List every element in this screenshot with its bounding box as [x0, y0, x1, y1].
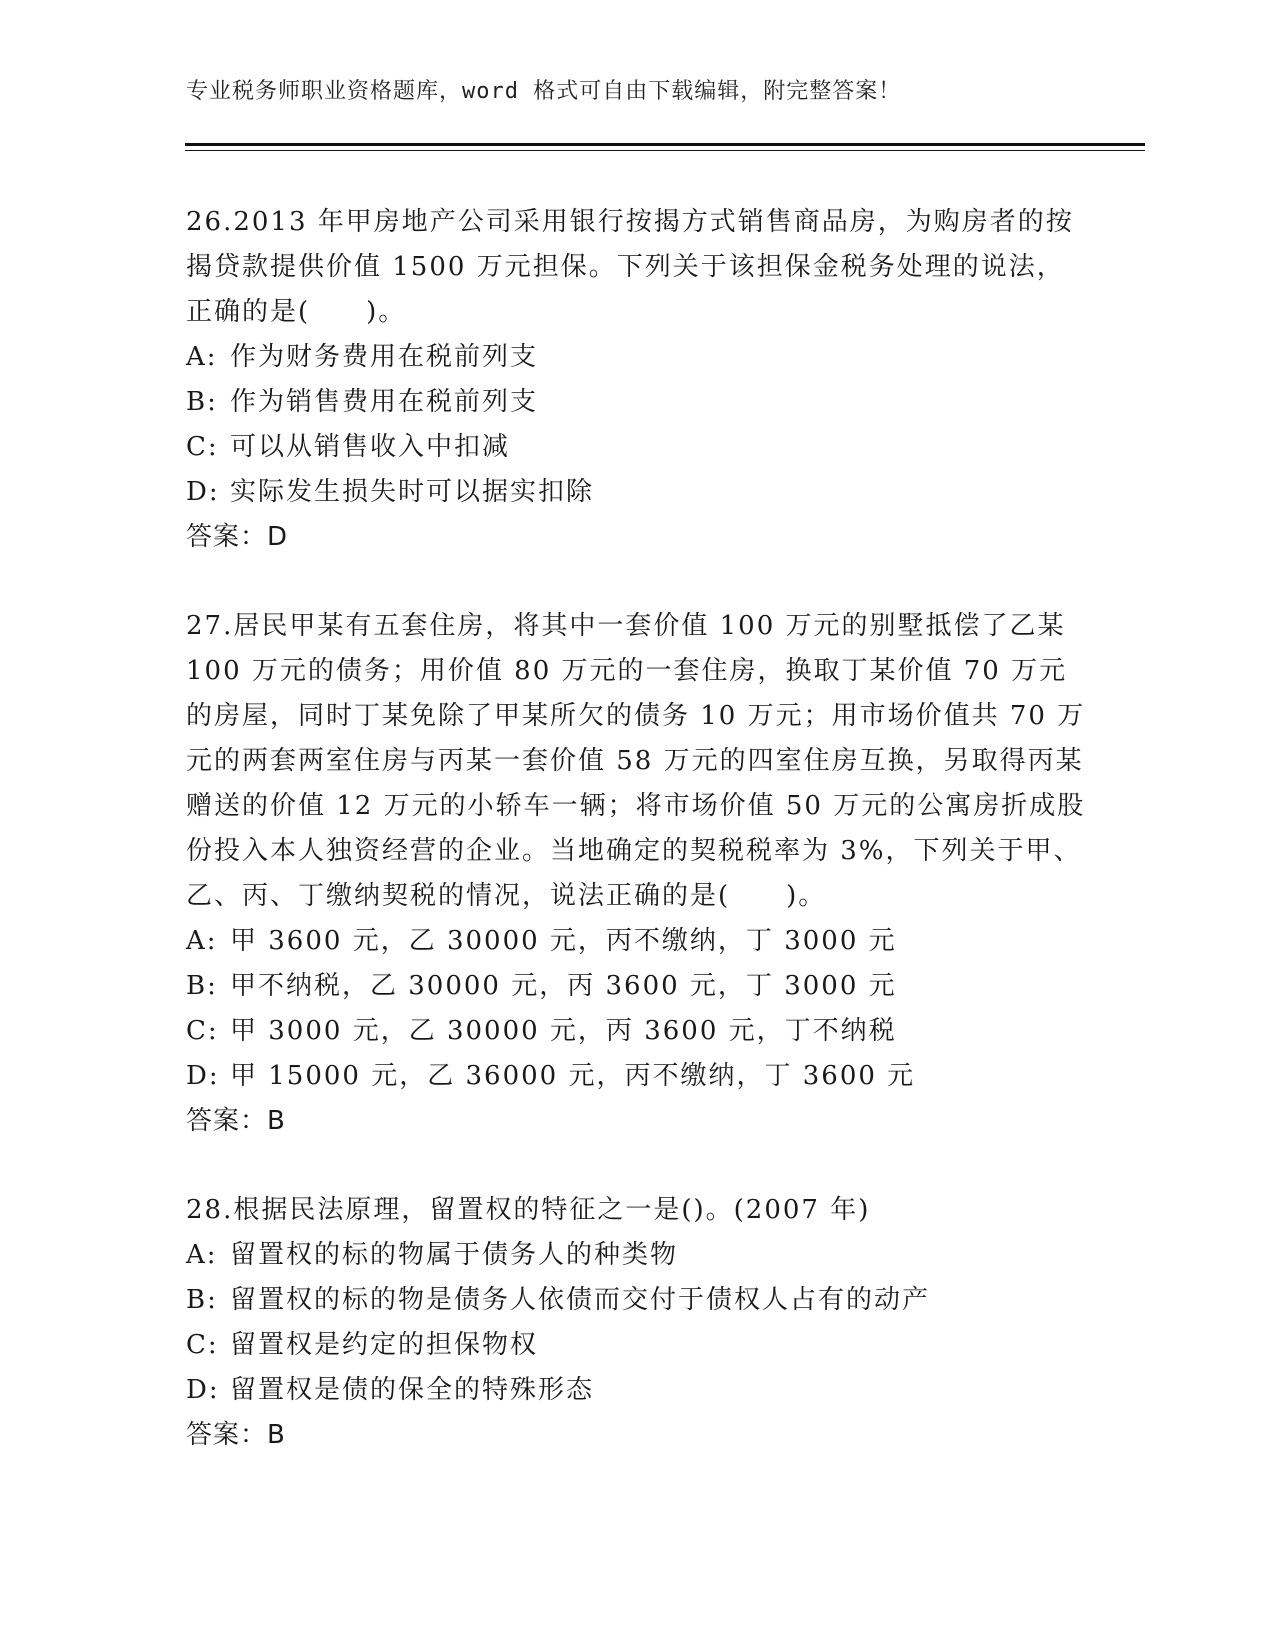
option-text: 甲 15000 元，乙 36000 元，丙不缴纳，丁 3600 元 — [230, 1061, 916, 1091]
question-stem: 26.2013 年甲房地产公司采用银行按揭方式销售商品房，为购房者的按揭贷款提供价值 1500 万元担保。下列关于该担保金税务处理的说法，正确的是( )。 — [186, 207, 1074, 327]
option-key: A: — [186, 926, 218, 956]
option-d — [186, 470, 1086, 515]
option-key: C: — [186, 432, 219, 462]
option-d — [186, 1368, 1086, 1413]
option-text: 甲 3600 元，乙 30000 元，丙不缴纳，丁 3000 元 — [230, 926, 897, 956]
option-c — [186, 1323, 1086, 1368]
option-key: D: — [186, 1375, 220, 1405]
option-key: D: — [186, 477, 220, 507]
option-text: 作为财务费用在税前列支 — [230, 342, 539, 372]
option-a — [186, 919, 1086, 964]
option-key: D: — [186, 1061, 220, 1091]
question-28 — [186, 1188, 1086, 1458]
option-c — [186, 425, 1086, 470]
option-text: 甲不纳税，乙 30000 元，丙 3600 元，丁 3000 元 — [230, 971, 897, 1001]
option-a — [186, 335, 1086, 380]
option-text: 留置权是约定的担保物权 — [230, 1330, 539, 1360]
answer-line: 答案：B — [186, 1420, 286, 1450]
question-list — [186, 200, 1086, 1502]
option-key: C: — [186, 1330, 219, 1360]
question-stem: 28.根据民法原理，留置权的特征之一是()。(2007 年) — [186, 1195, 871, 1225]
option-d — [186, 1054, 1086, 1099]
option-text: 留置权是债的保全的特殊形态 — [230, 1375, 595, 1405]
option-text: 作为销售费用在税前列支 — [230, 387, 539, 417]
header-rule-thick — [185, 143, 1145, 146]
option-text: 甲 3000 元，乙 30000 元，丙 3600 元，丁不纳税 — [230, 1016, 897, 1046]
option-key: A: — [186, 342, 218, 372]
option-text: 可以从销售收入中扣减 — [230, 432, 511, 462]
option-key: B: — [186, 387, 218, 417]
option-c — [186, 1009, 1086, 1054]
option-key: C: — [186, 1016, 219, 1046]
option-text: 留置权的标的物属于债务人的种类物 — [230, 1240, 679, 1270]
option-key: B: — [186, 1285, 218, 1315]
option-b — [186, 1278, 1086, 1323]
option-key: B: — [186, 971, 218, 1001]
header-rule-thin — [185, 150, 1145, 151]
question-stem: 27.居民甲某有五套住房，将其中一套价值 100 万元的别墅抵偿了乙某 100 万元的债务；用价值 80 万元的一套住房，换取丁某价值 70 万元的房屋，同时丁某免除了甲某所欠的债务 10 万元；用市场价值共 70 万元的两套两室住房与丙某一套价值 58 万元的四室住房互换，另取得丙某赠送的价值 12 万元的小轿车一辆；将市场价值 50 万元的公寓房折成股份投入本人独资经营的企业。当地确定的契税税率为 3%，下列关于甲、乙、丙、丁缴纳契税的情况，说法正确的是( )。 — [186, 611, 1086, 911]
answer-line: 答案：D — [186, 522, 289, 552]
option-list — [186, 335, 1086, 515]
option-list — [186, 919, 1086, 1099]
option-b — [186, 380, 1086, 425]
option-a — [186, 1233, 1086, 1278]
question-26 — [186, 200, 1086, 560]
question-27 — [186, 604, 1086, 1144]
option-key: A: — [186, 1240, 218, 1270]
option-text: 实际发生损失时可以据实扣除 — [230, 477, 595, 507]
option-list — [186, 1233, 1086, 1413]
answer-line: 答案：B — [186, 1106, 286, 1136]
option-b — [186, 964, 1086, 1009]
option-text: 留置权的标的物是债务人依债而交付于债权人占有的动产 — [230, 1285, 931, 1315]
page-header: 专业税务师职业资格题库，word 格式可自由下载编辑，附完整答案！ — [186, 79, 902, 104]
